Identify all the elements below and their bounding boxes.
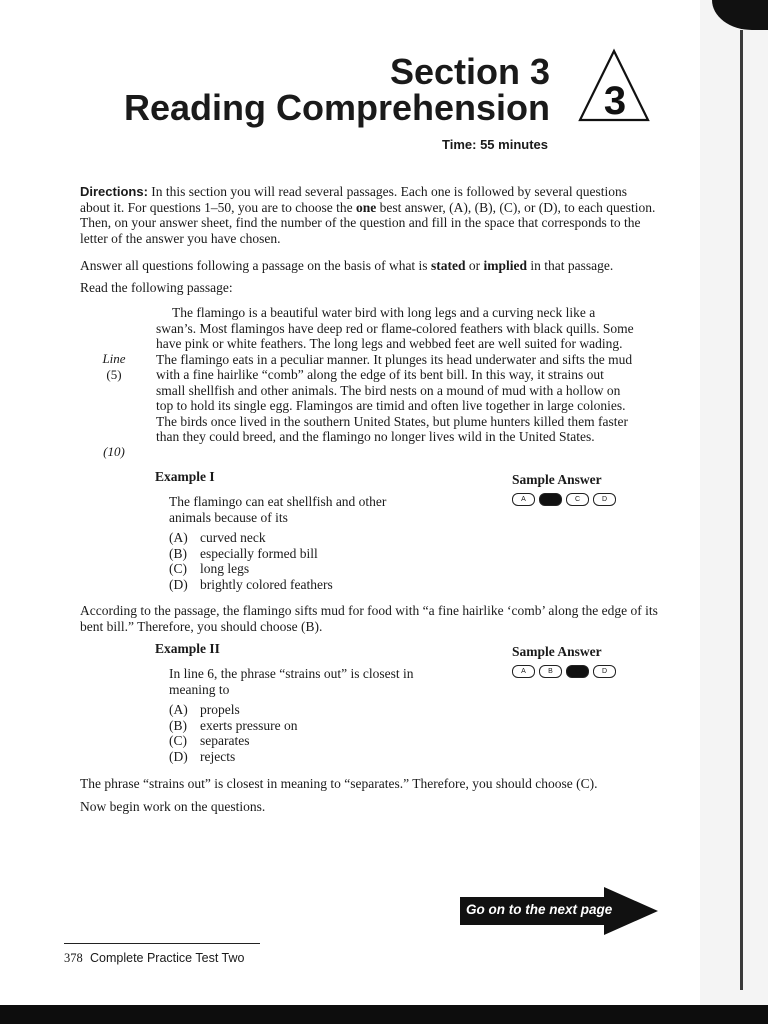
directions-paragraph — [80, 184, 656, 246]
section-title: Reading Comprehension — [123, 87, 550, 128]
instruction-bold-implied: implied — [483, 258, 527, 273]
section-triangle-icon — [578, 48, 650, 124]
example-2-options — [169, 702, 297, 765]
example-2-question: In line 6, the phrase “strains out” is closest in meaning to — [169, 666, 414, 697]
line-number-5: (5) — [106, 367, 122, 382]
page-number: 378 — [64, 951, 83, 965]
page-edge-line — [740, 30, 743, 990]
option-b — [169, 718, 297, 734]
directions-text-cont: best answer, (A), (B), (C), or (D), to each question. Then, on your answer sheet, find the number of the question and fill in the space that corresponds to the letter of the answer you have chosen. — [80, 199, 656, 246]
footer-rule — [64, 943, 260, 944]
answer-bubble-c: C — [566, 665, 589, 678]
instruction-paragraph — [80, 258, 656, 274]
begin-prompt: Now begin work on the questions. — [80, 799, 266, 814]
option-text: propels — [200, 702, 240, 717]
example-2-sample-title: Sample Answer — [512, 644, 602, 659]
option-letter: (D) — [169, 577, 188, 593]
answer-bubble-a: A — [512, 665, 535, 678]
example-2-explanation: The phrase “strains out” is closest in meaning to “separates.” Therefore, you should choose (C). — [80, 776, 598, 791]
example-1-answer-bubbles — [512, 493, 616, 506]
answer-bubble-d: D — [593, 665, 616, 678]
instruction-text: Answer all questions following a passage on the basis of what is — [80, 258, 428, 273]
option-letter: (A) — [169, 702, 188, 717]
option-text: especially formed bill — [200, 545, 318, 561]
option-text: curved neck — [200, 530, 266, 545]
reading-passage — [156, 305, 636, 445]
instruction-text-end: in that passage. — [530, 258, 614, 273]
answer-bubble-b: B — [539, 665, 562, 678]
option-c — [169, 733, 297, 749]
passage-text: The flamingo is a beautiful water bird with long legs and a curving neck like a swan’s. Most flamingos have deep red or flame-colored feathers with black quills. Some have pink or white feathers. The long legs and webbed feet are well suited for wading. The flamingo eats in a peculiar manner. It plunges its head underwater and sifts the mud with a fine hairlike “comb” along the edge of its bent bill. In this way, it strains out small shellfish and other animals. The bird nests on a mound of mud with a hollow on top to hold its single egg. Flamingos are timid and often live together in large colonies. The birds once lived in the southern United States, but plume hunters killed them faster than they could breed, and the flamingo no longer lives wild in the United States. — [156, 305, 634, 444]
answer-bubble-b: B — [539, 493, 562, 506]
option-letter: (A) — [169, 530, 188, 545]
example-2-title: Example II — [155, 641, 220, 656]
option-letter: (C) — [169, 561, 187, 577]
example-2-answer-bubbles — [512, 665, 616, 678]
option-letter: (B) — [169, 717, 187, 733]
time-limit: Time: 55 minutes — [442, 137, 548, 152]
option-d — [169, 749, 297, 765]
section-number: Section 3 — [389, 51, 550, 92]
option-text: long legs — [200, 561, 250, 577]
directions-text: In this section you will read several passages. Each one is followed by several questions about it. For questions 1–50, you are to choose the — [80, 184, 628, 215]
option-b — [169, 546, 333, 562]
directions-bold-word: one — [355, 199, 377, 215]
directions-label: Directions: — [80, 184, 148, 199]
option-text: rejects — [200, 749, 236, 765]
next-page-label[interactable]: Go on to the next page — [466, 902, 613, 917]
option-d — [169, 577, 333, 593]
page-edge-shadow — [700, 0, 768, 1024]
option-letter: (C) — [169, 733, 187, 749]
example-1-sample-title: Sample Answer — [512, 472, 602, 487]
example-1-title: Example I — [155, 469, 215, 484]
option-text: exerts pressure on — [200, 717, 298, 733]
option-c — [169, 561, 333, 577]
line-label: Line — [102, 351, 126, 366]
example-1-question: The flamingo can eat shellfish and other animals because of its — [169, 494, 387, 525]
instruction-text-or: or — [468, 258, 481, 273]
option-a — [169, 530, 333, 546]
line-number-10: (10) — [103, 444, 125, 459]
book-title: Complete Practice Test Two — [90, 951, 245, 965]
example-1-options — [169, 530, 333, 593]
answer-bubble-d: D — [593, 493, 616, 506]
answer-bubble-c: C — [566, 493, 589, 506]
option-a — [169, 702, 297, 718]
page-bottom-shadow — [0, 1005, 768, 1024]
option-text: separates — [200, 733, 250, 749]
section-badge-number: 3 — [603, 79, 627, 123]
example-1-explanation: According to the passage, the flamingo sifts mud for food with “a fine hairlike ‘comb’ along the edge of its bent bill.” Therefore, you should choose (B). — [80, 603, 658, 634]
answer-bubble-a: A — [512, 493, 535, 506]
option-letter: (B) — [169, 545, 187, 561]
option-letter: (D) — [169, 749, 188, 765]
instruction-bold-stated: stated — [430, 258, 466, 273]
option-text: brightly colored feathers — [200, 577, 333, 593]
read-prompt: Read the following passage: — [80, 280, 233, 295]
